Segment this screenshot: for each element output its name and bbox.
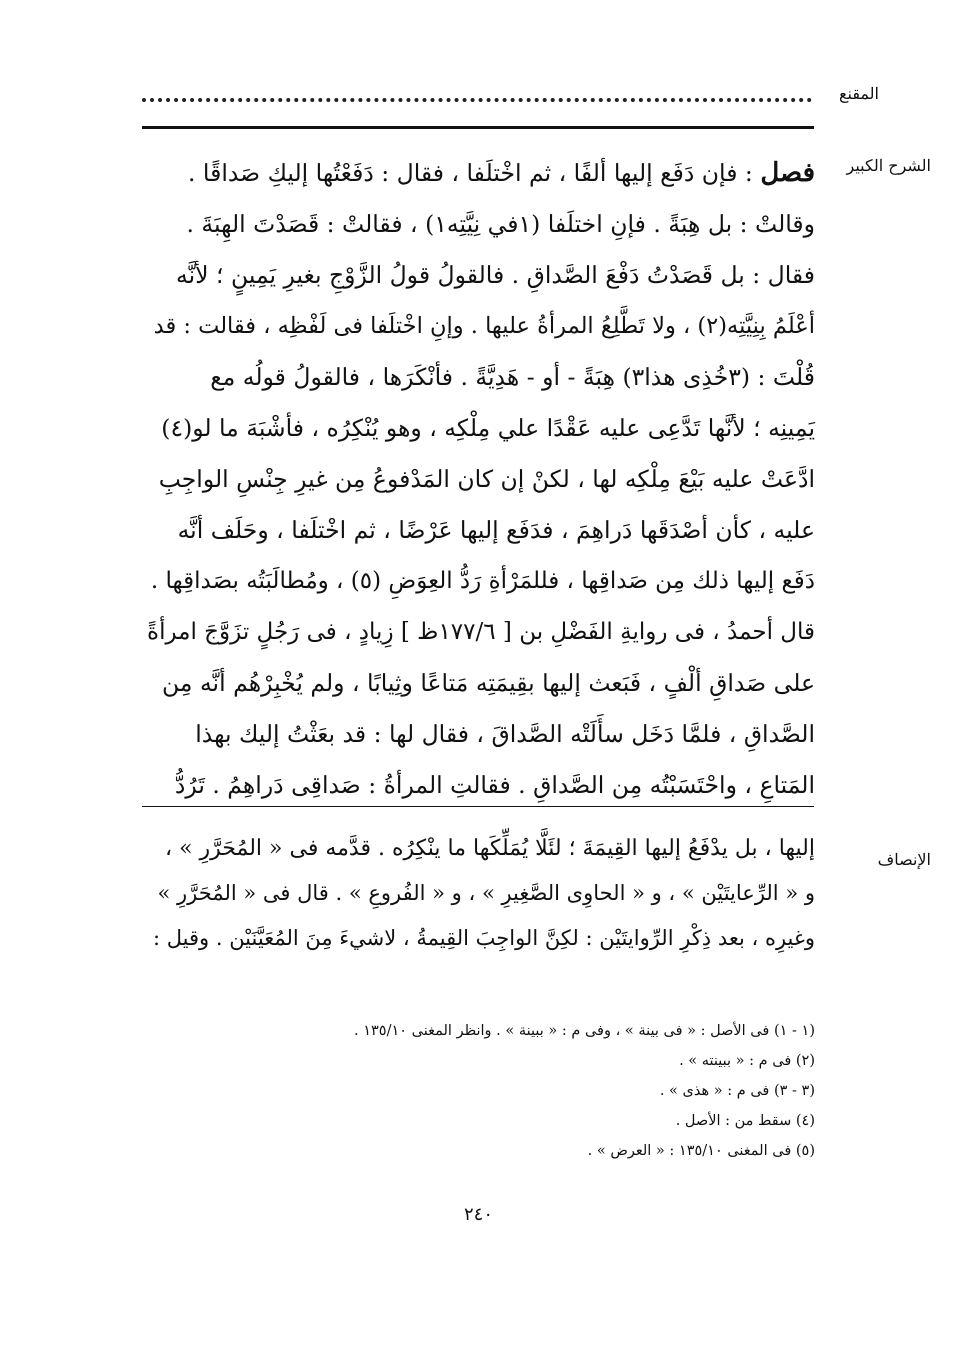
main-line: المَتاعِ ، واحْتَسَبْتُه مِن الصَّداقِ . فقالتِ المرأةُ : صَداقِى دَراهِمُ . تَرُدُّ bbox=[174, 771, 815, 799]
main-section-label: الشرح الكبير bbox=[846, 156, 931, 175]
main-text-block bbox=[143, 148, 815, 811]
main-line: قال أحمدُ ، فى روايةِ الفَضْلِ بن [ ١٧٧/٦ظ ] زِيادٍ ، فى رَجُلٍ تزَوَّجَ امرأةً bbox=[147, 619, 815, 645]
main-line-text: : فإن دَفَع إليها ألفًا ، ثم اخْتلَفا ، فقال : دَفَعْتُها إليكِ صَداقًا . bbox=[187, 159, 753, 187]
section-lead-word: فصل bbox=[760, 158, 815, 188]
main-top-rule bbox=[142, 126, 814, 129]
page-number: ٢٤٠ bbox=[463, 1204, 493, 1225]
insaf-line: و « الرِّعايتَيْن » ، و « الحاوِى الصَّغِيرِ » ، و « الفُروعِ » . قال فى « المُحَرَّرِ » bbox=[157, 881, 815, 905]
footnotes-block bbox=[143, 1016, 815, 1166]
main-line: عليه ، كأن أصْدَقَها دَراهِمَ ، فدَفَع إليها عَرْضًا ، ثم اخْتلَفا ، وحَلَف أنَّه bbox=[177, 516, 815, 544]
insaf-line: إليها ، بل يدْفَعُ إليها القِيمَةَ ؛ لئَلَّا يُمَلِّكَها ما ينْكِرُه . قدَّمه فى « المُحَرَّرِ » ، bbox=[164, 836, 815, 861]
insaf-separator-rule bbox=[142, 806, 814, 807]
main-line bbox=[143, 148, 815, 199]
insaf-text-block bbox=[143, 826, 815, 961]
main-line: دَفَع إليها ذلك مِن صَداقِها ، فللمَرْأةِ رَدُّ العِوَضِ (٥) ، ومُطالَبَتُه بصَداقِها . bbox=[150, 568, 815, 594]
main-line: الصَّداقِ ، فلمَّا دَخَل سأَلَتْه الصَّداقَ ، فقال لها : قد بعَثْتُ إليك بهذا bbox=[195, 720, 815, 748]
footnote: (٥) فى المغنى ١٣٥/١٠ : « العرض » . bbox=[587, 1143, 815, 1159]
footnote: (١ - ١) فى الأصل : « فى بينة » ، وفى م : « ببينة » . وانظر المغنى ١٣٥/١٠ . bbox=[354, 1023, 815, 1039]
main-line: فقال : بل قَصَدْتُ دَفْعَ الصَّداقِ . فالقولُ قولُ الزَّوْجِ بغيرِ يَمِينٍ ؛ لأنَّه bbox=[176, 261, 815, 289]
insaf-section-label: الإنصاف bbox=[877, 850, 931, 869]
main-line: وقالتْ : بل هِبَةً . فإنِ اختلَفا (١في نِيَّتِه١) ، فقالتْ : قَصَدْتَ الهِبَةَ . bbox=[186, 210, 815, 238]
main-line: قُلْتَ : (٣خُذِى هذا٣) هِبَةً - أو - هَدِيَّةً . فأنْكَرَها ، فالقولُ قولُه مع bbox=[210, 363, 815, 391]
insaf-line: وغيرِه ، بعد ذِكْرِ الرِّوايتَيْن : لكِنَّ الواجِبَ القِيمةُ ، لاشيءَ مِنَ المُعَيَّنَيْن . وقيل : bbox=[153, 926, 815, 950]
header-book-title: المقنع bbox=[838, 84, 879, 103]
footnote: (٣ - ٣) فى م : « هذى » . bbox=[659, 1083, 815, 1099]
footnote: (٢) فى م : « ببينته » . bbox=[679, 1053, 815, 1069]
main-line: يَمِينِه ؛ لأنَّها تَدَّعِى عليه عَقْدًا علي مِلْكِه ، وهو يُنْكِرُه ، فأشْبَهَ ما لو(٤) bbox=[161, 414, 815, 442]
footnote: (٤) سقط من : الأصل . bbox=[675, 1113, 815, 1129]
main-line: على صَداقِ ألْفٍ ، فَبَعث إليها بقِيمَتِه مَتاعًا وثِيابًا ، ولم يُخْبِرْهُم أنَّه مِن bbox=[162, 669, 815, 697]
main-line: ادَّعَتْ عليه بَيْعَ مِلْكِه لها ، لكنْ إن كان المَدْفوعُ مِن غيرِ جِنْسِ الواجِبِ bbox=[158, 465, 815, 493]
header-dotted-rule bbox=[142, 86, 812, 102]
main-line: أعْلَمُ بِنِيَّتِه(٢) ، ولا تَطَّلِعُ المرأةُ عليها . وإنِ اخْتلَفا فى لَفْظِه ، فقالت : قد bbox=[153, 313, 815, 339]
